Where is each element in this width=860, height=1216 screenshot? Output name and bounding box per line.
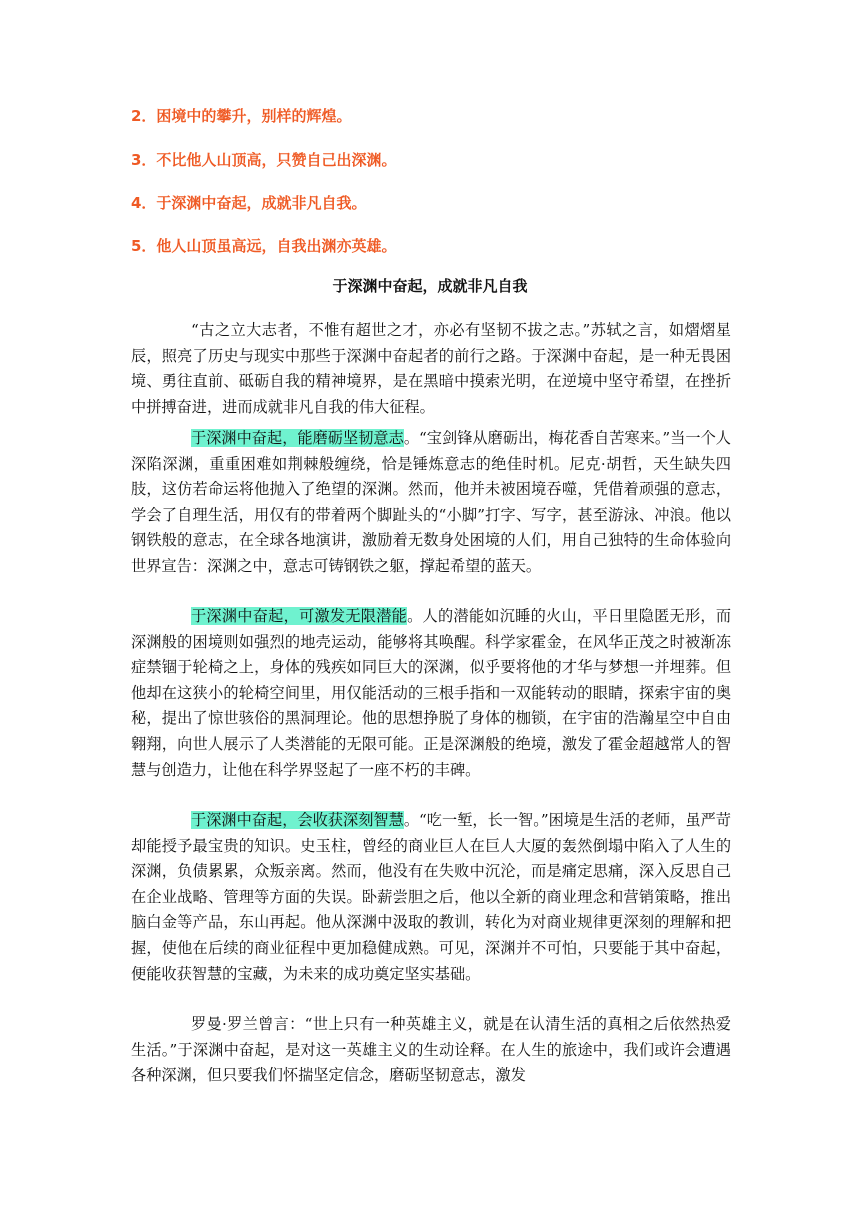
essay-intro-paragraph: “古之立大志者，不惟有超世之才，亦必有坚韧不拔之志。”苏轼之言，如熠熠星辰，照亮了历史与现实中那些于深渊中奋起者的前行之路。于深渊中奋起，是一种无畏困境、勇往直前、砥砺自我的精神境界，是在黑暗中摸索光明，在逆境中坚守希望，在挫折中拼搏奋进，进而成就非凡自我的伟大征程。 xyxy=(131,321,731,416)
list-item-2: 2．困境中的攀升，别样的辉煌。 xyxy=(131,107,352,125)
paragraph-2-highlight: 于深渊中奋起，可激发无限潜能 xyxy=(191,607,408,625)
paragraph-1-highlight: 于深渊中奋起，能磨砺坚韧意志 xyxy=(191,429,404,447)
paragraph-2-text: 。人的潜能如沉睡的火山，平日里隐匿无形，而深渊般的困境则如强烈的地壳运动，能够将其唤醒。科学家霍金，在风华正茂之时被渐冻症禁锢于轮椅之上，身体的残疾如同巨大的深渊，似乎要将他的才华与梦想一并埋葬。但他却在这狭小的轮椅空间里，用仅能活动的三根手指和一双能转动的眼睛，探索宇宙的奥秘，提出了惊世骇俗的黑洞理论。他的思想挣脱了身体的枷锁，在宇宙的浩瀚星空中自由翱翔，向世人展示了人类潜能的无限可能。正是深渊般的绝境，激发了霍金超越常人的智慧与创造力，让他在科学界竖起了一座不朽的丰碑。 xyxy=(131,607,732,779)
paragraph-3-highlight: 于深渊中奋起，会收获深刻智慧 xyxy=(191,811,404,829)
essay-paragraph-2 xyxy=(131,604,731,783)
paragraph-1-text: 。“宝剑锋从磨砺出，梅花香自苦寒来。”当一个人深陷深渊，重重困难如荆棘般缠绕，恰是锤炼意志的绝佳时机。尼克·胡哲，天生缺失四肢，这仿若命运将他抛入了绝望的深渊。然而，他并未被困境吞噬，凭借着顽强的意志，学会了自理生活，用仅有的带着两个脚趾头的“小脚”打字、写字，甚至游泳、冲浪。他以钢铁般的意志，在全球各地演讲，激励着无数身处困境的人们，用自己独特的生命体验向世界宣告：深渊之中，意志可铸钢铁之躯，撑起希望的蓝天。 xyxy=(131,429,731,575)
essay-paragraph-1 xyxy=(131,426,731,580)
list-item-3: 3．不比他人山顶高，只赞自己出深渊。 xyxy=(131,151,397,169)
list-item-4: 4．于深渊中奋起，成就非凡自我。 xyxy=(131,194,367,212)
paragraph-3-text: 。“吃一堑，长一智。”困境是生活的老师，虽严苛却能授予最宝贵的知识。史玉柱，曾经的商业巨人在巨人大厦的轰然倒塌中陷入了人生的深渊，负债累累，众叛亲离。然而，他没有在失败中沉沦，而是痛定思痛，深入反思自己在企业战略、管理等方面的失误。卧薪尝胆之后，他以全新的商业理念和营销策略，推出脑白金等产品，东山再起。他从深渊中汲取的教训，转化为对商业规律更深刻的理解和把握，使他在后续的商业征程中更加稳健成熟。可见，深渊并不可怕，只要能于其中奋起，便能收获智慧的宝藏，为未来的成功奠定坚实基础。 xyxy=(131,811,731,983)
essay-paragraph-4: 罗曼·罗兰曾言：“世上只有一种英雄主义，就是在认清生活的真相之后依然热爱生活。”于深渊中奋起，是对这一英雄主义的生动诠释。在人生的旅途中，我们或许会遭遇各种深渊，但只要我们怀揣坚定信念，磨砺坚韧意志，激发 xyxy=(131,1015,731,1085)
essay-paragraph-3 xyxy=(131,808,731,987)
list-item-5: 5．他人山顶虽高远，自我出渊亦英雄。 xyxy=(131,237,397,255)
essay-title: 于深渊中奋起，成就非凡自我 xyxy=(332,277,528,295)
